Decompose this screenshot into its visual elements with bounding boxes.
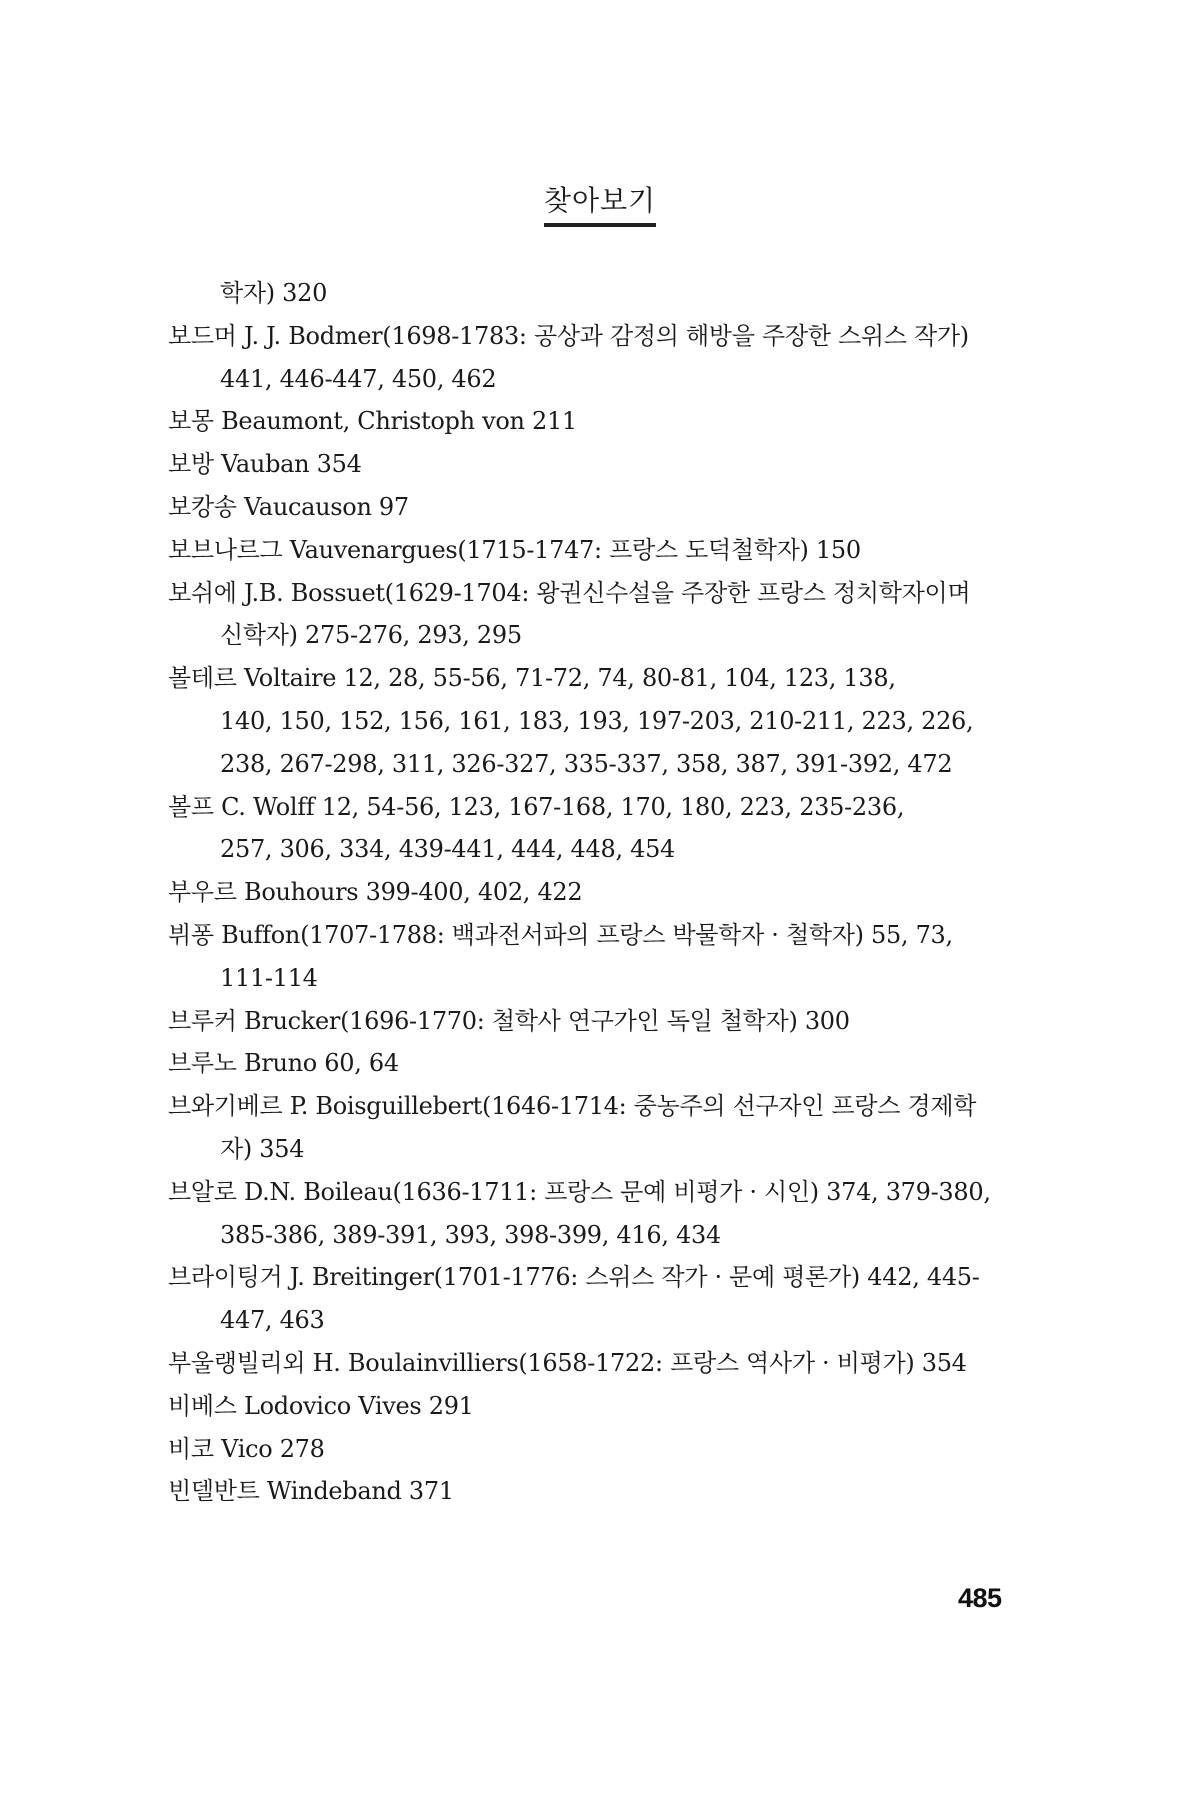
index-entry-continuation: 111-114 <box>220 963 318 992</box>
index-entry: 보캉송 Vaucauson 97 <box>168 492 409 521</box>
index-entry: 부우르 Bouhours 399-400, 402, 422 <box>168 878 583 907</box>
page-header <box>0 182 1200 227</box>
index-entry: 보방 Vauban 354 <box>168 450 362 479</box>
index-entry: 볼프 C. Wolff 12, 54-56, 123, 167-168, 170, 180, 223, 235-236, <box>168 792 905 821</box>
index-entry-continuation: 441, 446-447, 450, 462 <box>220 364 497 393</box>
index-entry: 브라이팅거 J. Breitinger(1701-1776: 스위스 작가 · 문예 평론가) 442, 445- <box>168 1263 980 1292</box>
index-entry: 빈델반트 Windeband 371 <box>168 1477 454 1506</box>
index-entry-continuation: 140, 150, 152, 156, 161, 183, 193, 197-203, 210-211, 223, 226, <box>220 706 974 735</box>
index-entry-continuation: 385-386, 389-391, 393, 398-399, 416, 434 <box>220 1220 721 1249</box>
index-entry-continuation: 447, 463 <box>220 1306 325 1335</box>
index-entry: 브루커 Brucker(1696-1770: 철학사 연구가인 독일 철학자) 300 <box>168 1006 850 1035</box>
index-entry-continuation: 자) 354 <box>220 1134 305 1163</box>
index-entry-continuation: 신학자) 275-276, 293, 295 <box>220 621 522 650</box>
index-entry: 브와기베르 P. Boisguillebert(1646-1714: 중농주의 선구자인 프랑스 경제학 <box>168 1092 977 1121</box>
page-number: 485 <box>958 1583 1002 1613</box>
index-entry-continuation: 238, 267-298, 311, 326-327, 335-337, 358, 387, 391-392, 472 <box>220 749 953 778</box>
index-list <box>168 272 1046 1513</box>
index-entry: 뷔퐁 Buffon(1707-1788: 백과전서파의 프랑스 박물학자 · 철학자) 55, 73, <box>168 920 953 949</box>
index-entry: 브알로 D.N. Boileau(1636-1711: 프랑스 문예 비평가 · 시인) 374, 379-380, <box>168 1177 991 1206</box>
index-entry-continuation: 학자) 320 <box>220 279 328 307</box>
index-entry: 보브나르그 Vauvenargues(1715-1747: 프랑스 도덕철학자) 150 <box>168 535 861 564</box>
index-entry: 비코 Vico 278 <box>168 1434 325 1463</box>
index-entry: 브루노 Bruno 60, 64 <box>168 1049 399 1078</box>
index-entry: 보쉬에 J.B. Bossuet(1629-1704: 왕권신수설을 주장한 프랑스 정치학자이며 <box>168 578 971 607</box>
page-title: 찾아보기 <box>544 182 656 227</box>
index-entry: 부울랭빌리외 H. Boulainvilliers(1658-1722: 프랑스 역사가 · 비평가) 354 <box>168 1348 967 1377</box>
index-entry-continuation: 257, 306, 334, 439-441, 444, 448, 454 <box>220 835 676 864</box>
index-entry: 보드머 J. J. Bodmer(1698-1783: 공상과 감정의 해방을 주장한 스위스 작가) <box>168 321 969 350</box>
index-entry: 볼테르 Voltaire 12, 28, 55-56, 71-72, 74, 80-81, 104, 123, 138, <box>168 664 896 693</box>
index-entry: 보몽 Beaumont, Christoph von 211 <box>168 407 577 436</box>
index-entry: 비베스 Lodovico Vives 291 <box>168 1391 474 1420</box>
